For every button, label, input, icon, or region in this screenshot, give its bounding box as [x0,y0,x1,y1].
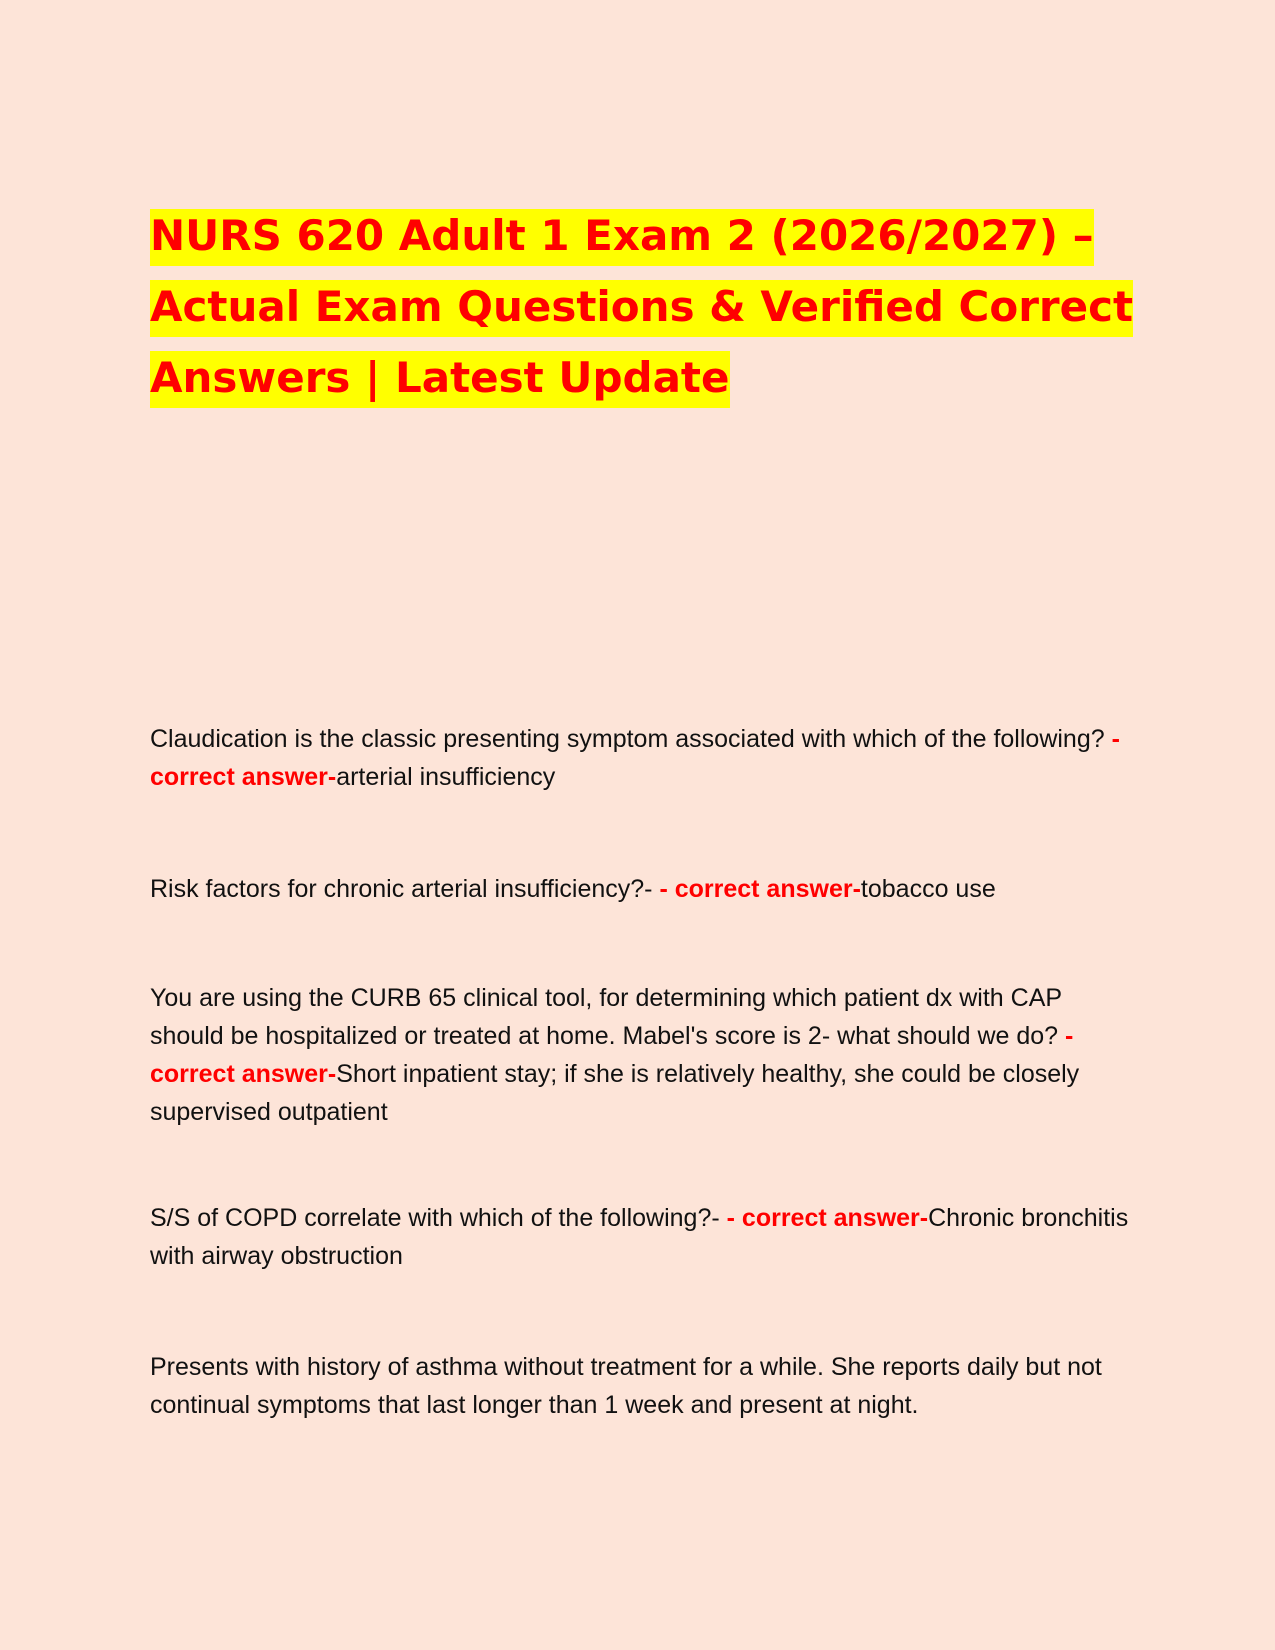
answer-text: Short inpatient stay; if she is relatively healthy, she could be closely supervised outpatient [150,1060,1080,1126]
title-line-2: Actual Exam Questions & Verified Correct [150,280,1133,337]
title-line-1: NURS 620 Adult 1 Exam 2 (2026/2027) – [150,209,1094,266]
qa-item-asthma [150,1348,1140,1424]
question-text: You are using the CURB 65 clinical tool, for determining which patient dx with CAP should be hospitalized or treated at home. Mabel's score is 2- what should we do? [150,984,1066,1050]
question-text: Presents with history of asthma without treatment for a while. She reports daily but not continual symptoms that last longer than 1 week and present at night. [150,1353,1102,1419]
qa-item-claudication [150,720,1140,796]
correct-answer-marker: - correct answer- [659,875,861,903]
question-text: Risk factors for chronic arterial insufficiency?- [150,875,660,903]
correct-answer-marker: - correct answer- [726,1204,929,1232]
document-title [150,200,1140,413]
qa-item-curb65 [150,979,1140,1131]
answer-text: tobacco use [860,875,996,903]
qa-item-risk-factors [150,870,996,908]
qa-item-copd [150,1199,1140,1275]
correct-answer-marker: - correct answer- [150,1022,1074,1088]
question-text: S/S of COPD correlate with which of the following?- [150,1204,727,1232]
title-line-3: Answers | Latest Update [150,351,730,408]
question-text: Claudication is the classic presenting symptom associated with which of the following? [150,725,1112,753]
answer-text: arterial insufficiency [336,763,556,791]
answer-text: Chronic bronchitis with airway obstruction [150,1204,1129,1270]
correct-answer-marker: - correct answer- [150,725,1120,791]
